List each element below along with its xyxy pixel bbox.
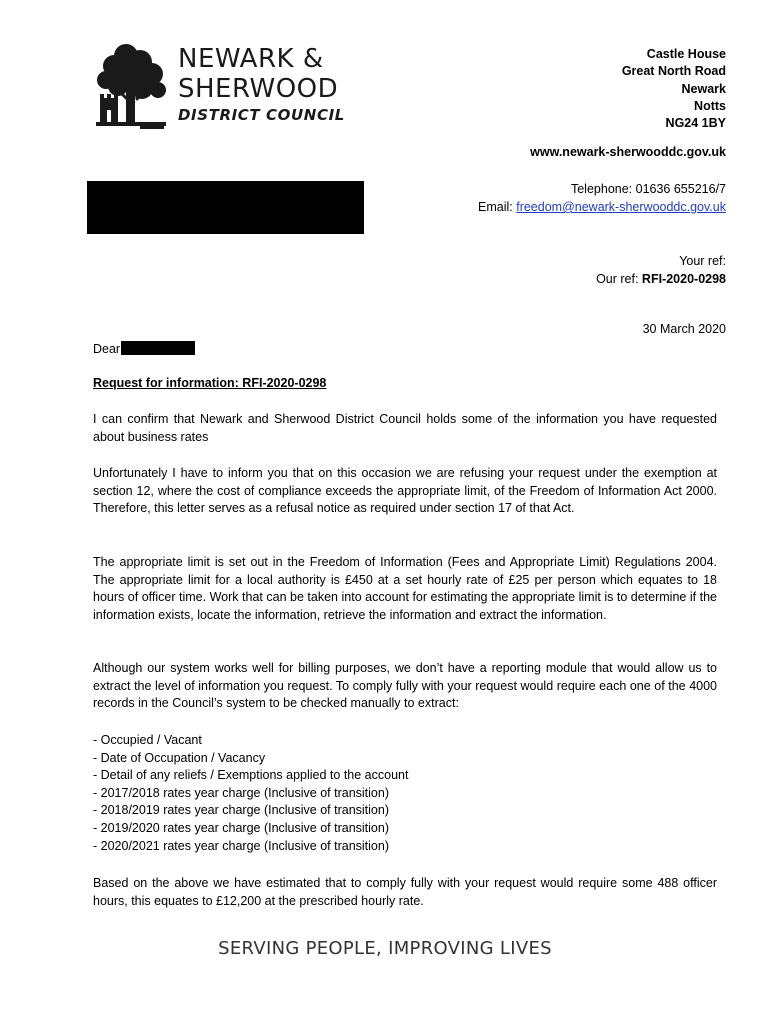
telephone: Telephone: 01636 655216/7 (570, 182, 726, 196)
list-item: - 2019/2020 rates year charge (Inclusive of transition) (93, 820, 389, 835)
paragraph: Although our system works well for billing purposes, we don’t have a reporting module that would allow us to extract the level of information you request. To comply fully with your request would require each one of the 4000 records in the Council’s system to be checked manually to extract: (93, 661, 717, 711)
contact-details (478, 180, 726, 216)
list-item: - 2017/2018 rates year charge (Inclusive of transition) (93, 785, 389, 800)
redacted-recipient-address (87, 181, 364, 234)
address-line: NG24 1BY (665, 116, 726, 131)
letter-date: 30 March 2020 (642, 322, 726, 336)
redacted-recipient-name (121, 341, 195, 355)
our-ref-value: RFI-2020-0298 (641, 272, 726, 286)
your-ref: Your ref: (679, 254, 726, 268)
paragraph: Unfortunately I have to inform you that on this occasion we are refusing your request under the exemption at section 12, where the cost of compliance exceeds the appropriate limit, of the Freedom of Information Act 2000. Therefore, this letter serves as a refusal notice as required under section 17 of that Act. (93, 466, 717, 516)
references (596, 252, 726, 288)
footer-slogan: SERVING PEOPLE, IMPROVING LIVES (218, 938, 552, 959)
logo-wordmark-line3: DISTRICT COUNCIL (178, 106, 345, 124)
oak-tree-and-castle-icon (96, 40, 172, 132)
list-item: - 2020/2021 rates year charge (Inclusive of transition) (93, 838, 389, 853)
email-link[interactable]: freedom@newark-sherwooddc.gov.uk (516, 200, 726, 214)
address-line: Newark (681, 81, 726, 96)
list-item: - Detail of any reliefs / Exemptions applied to the account (93, 768, 409, 783)
sender-address (622, 46, 726, 132)
logo-wordmark-line2: SHERWOOD (178, 74, 339, 104)
list-item: - Date of Occupation / Vacancy (93, 750, 266, 765)
letter-subject: Request for information: RFI-2020-0298 (93, 376, 327, 390)
salutation: Dear (93, 342, 121, 356)
records-list (93, 732, 408, 855)
paragraph: The appropriate limit is set out in the Freedom of Information (Fees and Appropriate Limit) Regulations 2004. The appropriate limit for a local authority is £450 at a set hourly rate of £25 per person which equates to 18 hours of officer time. Work that can be taken into account for estimating the appropriate limit is to determine if the information exists, locate the information, retrieve the information and extract the information. (93, 555, 717, 622)
email-label: Email: (478, 200, 517, 214)
our-ref-line (596, 270, 726, 288)
salutation-line (93, 341, 195, 356)
list-item: - Occupied / Vacant (93, 733, 202, 747)
list-item: - 2018/2019 rates year charge (Inclusive of transition) (93, 803, 389, 818)
address-line: Castle House (646, 47, 726, 61)
address-line: Great North Road (621, 64, 726, 79)
council-logo (96, 40, 356, 132)
our-ref-label: Our ref: (596, 272, 642, 286)
email-line (478, 198, 726, 216)
paragraph: Based on the above we have estimated that to comply fully with your request would require some 488 officer hours, this equates to £12,200 at the prescribed hourly rate. (93, 876, 717, 908)
address-line: Notts (694, 98, 726, 113)
council-website: www.newark-sherwooddc.gov.uk (530, 145, 726, 159)
paragraph: I can confirm that Newark and Sherwood District Council holds some of the information you have requested about business rates (93, 412, 717, 444)
logo-wordmark-line1: NEWARK & (178, 44, 324, 74)
